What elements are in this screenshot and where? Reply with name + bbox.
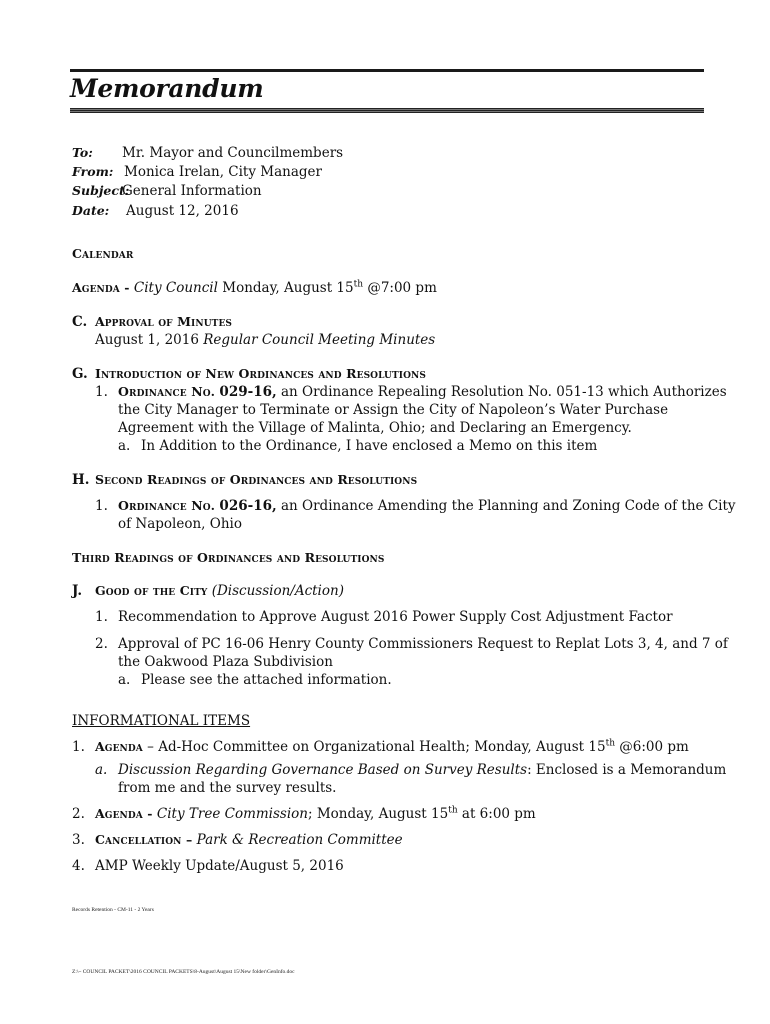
from-label: From:: [72, 164, 114, 179]
info-item1-sub-line1: [118, 761, 726, 779]
info-item1-sub-italic: Discussion Regarding Governance Based on Survey Results: [118, 762, 528, 778]
agenda-time: @7:00 pm: [367, 280, 437, 296]
ordinance-text: an Ordinance Amending the Planning and Zoning Code of the City: [281, 498, 736, 514]
section-j-item2-num: 2.: [95, 636, 108, 652]
info-item2-italic: City Tree Commission: [156, 806, 308, 822]
section-j-sub-text: Please see the attached information.: [141, 672, 392, 688]
info-item3-num: 3.: [72, 832, 85, 848]
info-item2-sup: th: [448, 805, 458, 816]
section-h-item-line1: [118, 497, 736, 515]
agenda-body: City Council: [133, 280, 218, 296]
agenda-label: Agenda -: [72, 280, 130, 295]
section-g-item-num: 1.: [95, 384, 108, 400]
info-item4-text: AMP Weekly Update/August 5, 2016: [95, 858, 344, 874]
info-item1-sub-letter: a.: [95, 762, 108, 778]
agenda-date: Monday, August 15: [222, 280, 354, 296]
section-c-text: Regular Council Meeting Minutes: [203, 332, 436, 348]
section-j-item2-line1: Approval of PC 16-06 Henry County Commissioners Request to Replat Lots 3, 4, and 7 of: [118, 636, 728, 652]
ordinance-label: Ordinance No.: [118, 384, 216, 399]
info-item1-num: 1.: [72, 739, 85, 755]
section-j-item1-text: Recommendation to Approve August 2016 Power Supply Cost Adjustment Factor: [118, 609, 673, 625]
file-path: Z:\~ COUNCIL PACKET\2016 COUNCIL PACKETS\8-August\August 15\New folder\GenInfo.doc: [72, 969, 295, 975]
info-item3-line: [95, 831, 403, 849]
section-h-heading: Second Readings of Ordinances and Resolutions: [95, 472, 418, 487]
ordinance-number: 026-16,: [219, 498, 277, 514]
calendar-heading: Calendar: [72, 246, 134, 261]
info-item1-sub-text: : Enclosed is a Memorandum: [527, 762, 727, 778]
section-h-item-num: 1.: [95, 498, 108, 514]
section-g-letter: G.: [72, 366, 88, 382]
section-g-sub-text: In Addition to the Ordinance, I have enclosed a Memo on this item: [141, 438, 598, 454]
info-item1-time: @6:00 pm: [619, 739, 689, 755]
ordinance-number: 029-16,: [219, 384, 277, 400]
from-value: Monica Irelan, City Manager: [124, 164, 322, 180]
ordinance-label: Ordinance No.: [118, 498, 216, 513]
section-g-heading: Introduction of New Ordinances and Resolutions: [95, 366, 426, 381]
section-g-sub-letter: a.: [118, 438, 131, 454]
info-item1-line: [95, 738, 689, 756]
section-j-item2-line2: the Oakwood Plaza Subdivision: [118, 654, 333, 670]
info-item3-label: Cancellation –: [95, 832, 193, 847]
agenda-sup: th: [353, 279, 364, 290]
info-item2-text: ; Monday, August 15: [308, 806, 449, 822]
section-g-item-line1: [118, 383, 727, 401]
info-item1-label: Agenda: [95, 739, 143, 754]
to-label: To:: [72, 145, 93, 160]
header-top-rule: [70, 69, 704, 72]
header-bottom-rule: [70, 108, 704, 113]
info-item2-label: Agenda -: [95, 806, 153, 821]
section-g-item-line2: the City Manager to Terminate or Assign the City of Napoleon’s Water Purchase: [118, 402, 669, 418]
info-item2-num: 2.: [72, 806, 85, 822]
memo-title: Memorandum: [70, 74, 264, 103]
section-j-heading: Good of the City: [95, 583, 208, 598]
info-item1-sup: th: [605, 738, 615, 749]
ordinance-text: an Ordinance Repealing Resolution No. 051-13 which Authorizes: [281, 384, 727, 400]
to-value: Mr. Mayor and Councilmembers: [122, 145, 344, 161]
informational-heading: INFORMATIONAL ITEMS: [72, 713, 251, 729]
records-retention: Records Retention - CM-11 - 2 Years: [72, 907, 154, 913]
info-item2-line: [95, 805, 536, 823]
section-h-letter: H.: [72, 472, 90, 488]
section-h-item-line2: of Napoleon, Ohio: [118, 516, 242, 532]
date-value: August 12, 2016: [126, 203, 239, 219]
section-j-heading-line: [95, 582, 344, 600]
info-item3-italic: Park & Recreation Committee: [196, 832, 403, 848]
subject-value: General Information: [122, 183, 262, 199]
info-item4-num: 4.: [72, 858, 85, 874]
section-c-heading: Approval of Minutes: [95, 314, 233, 329]
section-j-heading-tail: (Discussion/Action): [211, 583, 344, 599]
section-g-item-line3: Agreement with the Village of Malinta, Ohio; and Declaring an Emergency.: [118, 420, 632, 436]
date-label: Date:: [72, 203, 110, 218]
info-item1-sub-line2: from me and the survey results.: [118, 780, 337, 796]
agenda-line: [72, 279, 437, 297]
section-j-letter: J.: [72, 583, 83, 599]
subject-label: Subject:: [72, 183, 130, 198]
section-c-letter: C.: [72, 314, 88, 330]
info-item2-time: at 6:00 pm: [461, 806, 536, 822]
section-j-sub-letter: a.: [118, 672, 131, 688]
info-item1-text: – Ad-Hoc Committee on Organizational Health; Monday, August 15: [147, 739, 606, 755]
third-readings-heading: Third Readings of Ordinances and Resolutions: [72, 550, 385, 565]
section-c-date: August 1, 2016: [95, 332, 199, 348]
section-j-item1-num: 1.: [95, 609, 108, 625]
section-c-line: [95, 331, 435, 349]
